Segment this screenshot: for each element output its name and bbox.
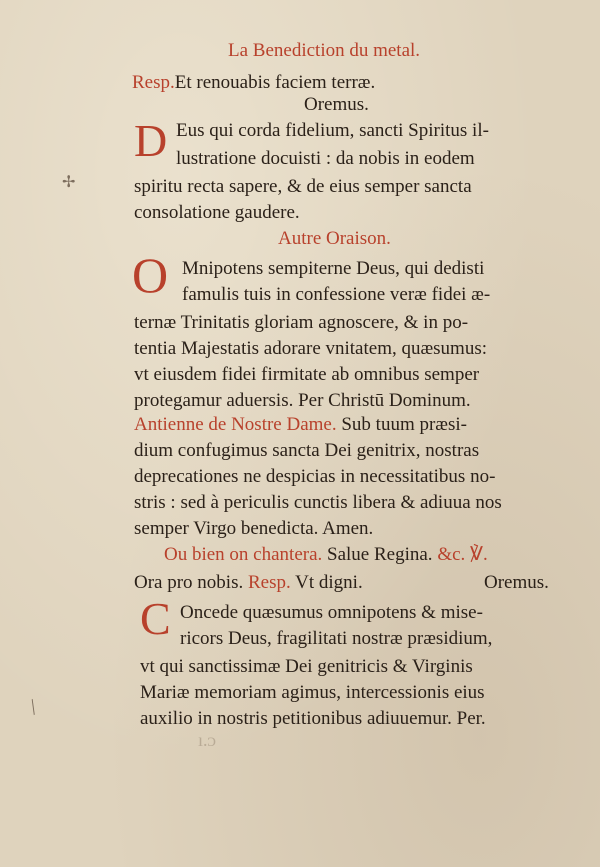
text-line: protegamur aduersis. Per Christū Dominum. <box>134 390 471 411</box>
text-line: auxilio in nostris petitionibus adiuuemur. Per. <box>140 708 486 729</box>
section-heading: Autre Oraison. <box>278 228 391 249</box>
paper-mark: ╱ <box>26 699 41 715</box>
text-run: Sub tuum præsi- <box>336 414 467 435</box>
text-line: semper Virgo benedicta. Amen. <box>134 518 374 539</box>
oremus-heading: Oremus. <box>484 572 549 593</box>
response-line <box>132 72 375 94</box>
drop-cap-d: D <box>134 115 168 166</box>
text-line: consolatione gaudere. <box>134 202 300 223</box>
text-run: Ora pro nobis. <box>134 572 244 593</box>
drop-cap-c: C <box>140 593 171 644</box>
versicle-line <box>134 572 363 594</box>
rubric-text: Ou bien on chantera. <box>164 544 323 565</box>
text-line: dium confugimus sancta Dei genitrix, nostras <box>134 440 480 461</box>
rubric-text: &c. ℣. <box>432 544 488 565</box>
text-line: Mariæ memoriam agimus, intercessionis eius <box>140 682 485 703</box>
text-line: deprecationes ne despicias in necessitatibus no- <box>134 466 496 487</box>
antiphon-heading: Antienne de Nostre Dame. <box>134 414 337 435</box>
text-line: spiritu recta sapere, & de eius semper sancta <box>134 176 472 197</box>
text-line: ricors Deus, fragilitati nostræ præsidium, <box>180 628 493 649</box>
resp-label: Resp. <box>132 72 175 93</box>
text-line: Mnipotens sempiterne Deus, qui dedisti <box>182 258 485 279</box>
paper-blot: ✢ <box>62 174 76 191</box>
text-line: famulis tuis in confessione veræ fidei æ- <box>182 284 491 305</box>
oremus-heading: Oremus. <box>304 94 369 115</box>
text-line: vt qui sanctissimæ Dei genitricis & Virginis <box>140 656 473 677</box>
text-run: Salue Regina. <box>322 544 433 565</box>
antiphon-line <box>134 414 467 436</box>
drop-cap-o: O <box>132 247 169 303</box>
text-run: Vt digni. <box>290 572 363 593</box>
rubric-line <box>164 544 488 566</box>
text-line: tentia Majestatis adorare vnitatem, quæsumus: <box>134 338 488 359</box>
text-line: lustratione docuisti : da nobis in eodem <box>176 148 475 169</box>
text-line: Oncede quæsumus omnipotens & mise- <box>180 602 483 623</box>
paper-bleed-through: ı.ᴐ <box>198 730 217 750</box>
text-line: Eus qui corda fidelium, sancti Spiritus il- <box>176 120 489 141</box>
resp-label: Resp. <box>243 572 291 593</box>
running-title: La Benediction du metal. <box>228 40 421 61</box>
text-line: ternæ Trinitatis gloriam agnoscere, & in po- <box>134 312 469 333</box>
response-text: Et renouabis faciem terræ. <box>174 72 376 93</box>
text-line: stris : sed à periculis cunctis libera & adiuua nos <box>134 492 502 513</box>
text-line: vt eiusdem fidei firmitate ab omnibus semper <box>134 364 480 385</box>
